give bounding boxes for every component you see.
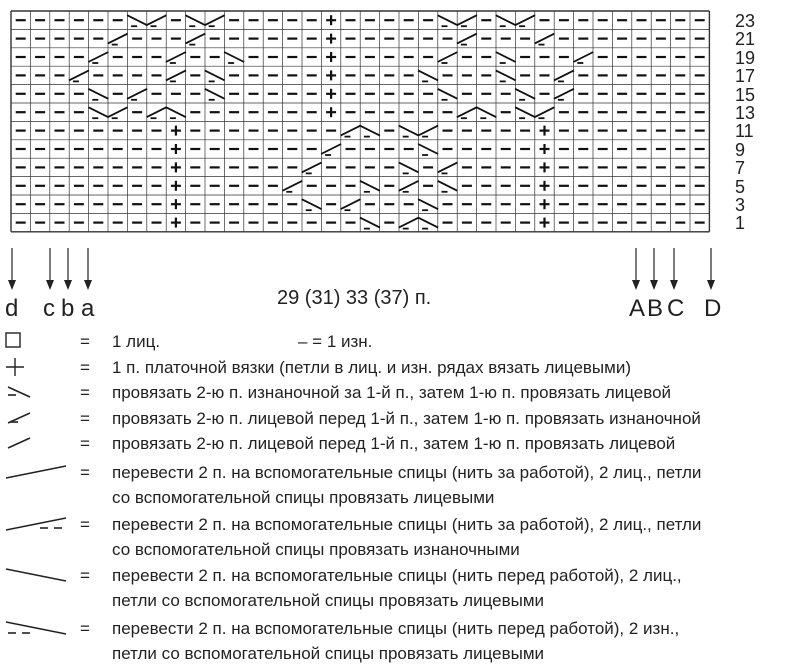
- width-marker-D: D: [704, 295, 722, 322]
- width-marker-a: a: [81, 295, 95, 322]
- row-number: 15: [735, 84, 756, 105]
- left-cross-mark: [341, 126, 361, 136]
- row-number: 23: [735, 11, 756, 31]
- left-cross-mark: [302, 162, 322, 172]
- right-cross-mark: [205, 89, 225, 99]
- right-cross-mark: [205, 70, 225, 80]
- right-cross-mark: [360, 218, 380, 228]
- left-cross-mark: [438, 162, 458, 172]
- right-cross-mark: [360, 181, 380, 191]
- right-cross-mark: [418, 144, 438, 154]
- left-cross-mark: [554, 70, 574, 80]
- legend-row: [0, 460, 800, 510]
- row-number: 1: [735, 213, 746, 234]
- right-cross-mark: [496, 15, 516, 25]
- left-cross-mark: [438, 52, 458, 62]
- legend-equals: =: [80, 619, 90, 638]
- left-cross-mark: [147, 107, 167, 117]
- left-cross-mark: [185, 34, 205, 44]
- legend-text-continued: петли со вспомогательной спицы провязать лицевыми: [112, 644, 545, 663]
- marker-arrow-head: [707, 280, 715, 290]
- width-marker-B: B: [647, 295, 664, 322]
- left-cross-mark: [321, 144, 341, 154]
- right-cross-mark: [185, 15, 205, 25]
- right-cross-mark: [302, 199, 322, 209]
- legend-equals: =: [80, 434, 90, 453]
- knitting-chart: [0, 0, 800, 300]
- right-cross-mark: [360, 126, 380, 136]
- right-cross-mark: [515, 89, 535, 99]
- left-cross-mark: [166, 70, 186, 80]
- right-cross-mark: [166, 107, 186, 117]
- legend-text: провязать 2-ю п. лицевой перед 1-й п., затем 1-ю п. провязать лицевой: [112, 434, 676, 453]
- right-cross-mark: [418, 70, 438, 80]
- marker-arrow-head: [84, 280, 92, 290]
- left-cross-mark: [457, 15, 477, 25]
- legend-text: провязать 2-ю п. изнаночной за 1-й п., затем 1-ю п. провязать лицевой: [112, 383, 672, 402]
- marker-arrow-head: [650, 280, 658, 290]
- right-cross-mark: [88, 89, 108, 99]
- left-cross-mark: [418, 126, 438, 136]
- left-cross-mark: [108, 107, 128, 117]
- right-cross-mark: [127, 15, 147, 25]
- marker-arrow-head: [64, 280, 72, 290]
- legend-row: [0, 355, 800, 380]
- right-cross-mark: [438, 89, 458, 99]
- left-cross-mark: [69, 70, 89, 80]
- right-cross-mark: [224, 52, 244, 62]
- long-right-cross-purl-icon: [4, 616, 70, 645]
- legend-row: [0, 431, 800, 456]
- width-marker-b: b: [61, 295, 75, 322]
- marker-arrow-head: [8, 280, 16, 290]
- left-cross-mark: [399, 218, 419, 228]
- left-cross-mark: [341, 199, 361, 209]
- left-cross-mark: [554, 89, 574, 99]
- left-cross-mark: [457, 107, 477, 117]
- row-number: 13: [735, 103, 756, 123]
- legend-row: [0, 380, 800, 405]
- left-cross-mark: [147, 15, 167, 25]
- left-cross-mark: [399, 181, 419, 191]
- left-cross-mark: [205, 15, 225, 25]
- right-cross-mark: [438, 181, 458, 191]
- legend-extra-text: – = 1 изн.: [298, 332, 373, 351]
- row-number: 9: [735, 139, 746, 160]
- right-cross-mark: [418, 218, 438, 228]
- legend-text: перевести 2 п. на вспомогательные спицы (нить перед работой), 2 лиц.,: [112, 566, 682, 585]
- left-cross-mark: [535, 107, 555, 117]
- width-marker-A: A: [629, 295, 646, 322]
- long-left-cross-purl-icon: [4, 512, 70, 541]
- row-number: 11: [735, 121, 754, 142]
- marker-arrows: [8, 248, 715, 290]
- legend-equals: =: [80, 332, 90, 351]
- row-number: 17: [735, 66, 756, 87]
- right-cross-mark: [418, 199, 438, 209]
- left-cross-mark: [108, 34, 128, 44]
- width-marker-d: d: [5, 295, 19, 322]
- right-cross-mark: [496, 70, 516, 80]
- legend-row: [0, 512, 800, 562]
- legend-text-continued: со вспомогательной спицы провязать лицевыми: [112, 488, 495, 507]
- legend-row: [0, 406, 800, 431]
- width-marker-c: c: [43, 295, 55, 322]
- right-cross-mark: [399, 162, 419, 172]
- left-cross-knit-icon: [4, 431, 70, 460]
- row-number: 19: [735, 47, 756, 68]
- left-cross-mark: [127, 89, 147, 99]
- row-number: 3: [735, 195, 746, 215]
- legend-equals: =: [80, 566, 90, 585]
- legend-row: [0, 563, 800, 613]
- legend-text: перевести 2 п. на вспомогательные спицы (нить перед работой), 2 изн.,: [112, 619, 680, 638]
- right-cross-mark: [399, 126, 419, 136]
- legend-row: [0, 329, 800, 354]
- square-icon: [4, 329, 70, 358]
- legend-equals: =: [80, 515, 90, 534]
- pattern-width-label: 29 (31) 33 (37) п.: [277, 287, 432, 309]
- left-cross-mark: [88, 52, 108, 62]
- row-number: 21: [735, 29, 756, 50]
- legend-text: провязать 2-ю п. лицевой перед 1-й п., затем 1-ю п. провязать изнаночной: [112, 409, 701, 428]
- legend-equals: =: [80, 358, 90, 377]
- left-cross-mark: [515, 15, 535, 25]
- marker-arrow-head: [670, 280, 678, 290]
- marker-arrow-head: [632, 280, 640, 290]
- row-number: 7: [735, 158, 746, 179]
- right-cross-purl-icon: [4, 380, 70, 409]
- legend-text: 1 лиц.: [112, 332, 161, 351]
- left-cross-mark: [166, 52, 186, 62]
- legend-equals: =: [80, 409, 90, 428]
- left-cross-mark: [282, 181, 302, 191]
- long-left-cross-icon: [4, 460, 70, 489]
- long-right-cross-icon: [4, 563, 70, 592]
- legend-text: 1 п. платочной вязки (петли в лиц. и изн. рядах вязать лицевыми): [112, 358, 631, 377]
- left-cross-mark: [573, 52, 593, 62]
- right-cross-mark: [438, 15, 458, 25]
- marker-arrow-head: [46, 280, 54, 290]
- legend-equals: =: [80, 463, 90, 482]
- legend-text: перевести 2 п. на вспомогательные спицы (нить за работой), 2 лиц., петли: [112, 463, 702, 482]
- legend-text: перевести 2 п. на вспомогательные спицы (нить за работой), 2 лиц., петли: [112, 515, 702, 534]
- row-number: 5: [735, 176, 746, 197]
- left-cross-mark: [535, 34, 555, 44]
- left-cross-mark: [457, 34, 477, 44]
- legend-row: [0, 616, 800, 666]
- right-cross-mark: [515, 107, 535, 117]
- legend-text-continued: со вспомогательной спицы провязать изнаночными: [112, 540, 520, 559]
- right-cross-mark: [496, 52, 516, 62]
- legend-text-continued: петли со вспомогательной спицы провязать лицевыми: [112, 591, 545, 610]
- width-marker-C: C: [667, 295, 685, 322]
- right-cross-mark: [88, 107, 108, 117]
- right-cross-mark: [476, 107, 496, 117]
- legend-equals: =: [80, 383, 90, 402]
